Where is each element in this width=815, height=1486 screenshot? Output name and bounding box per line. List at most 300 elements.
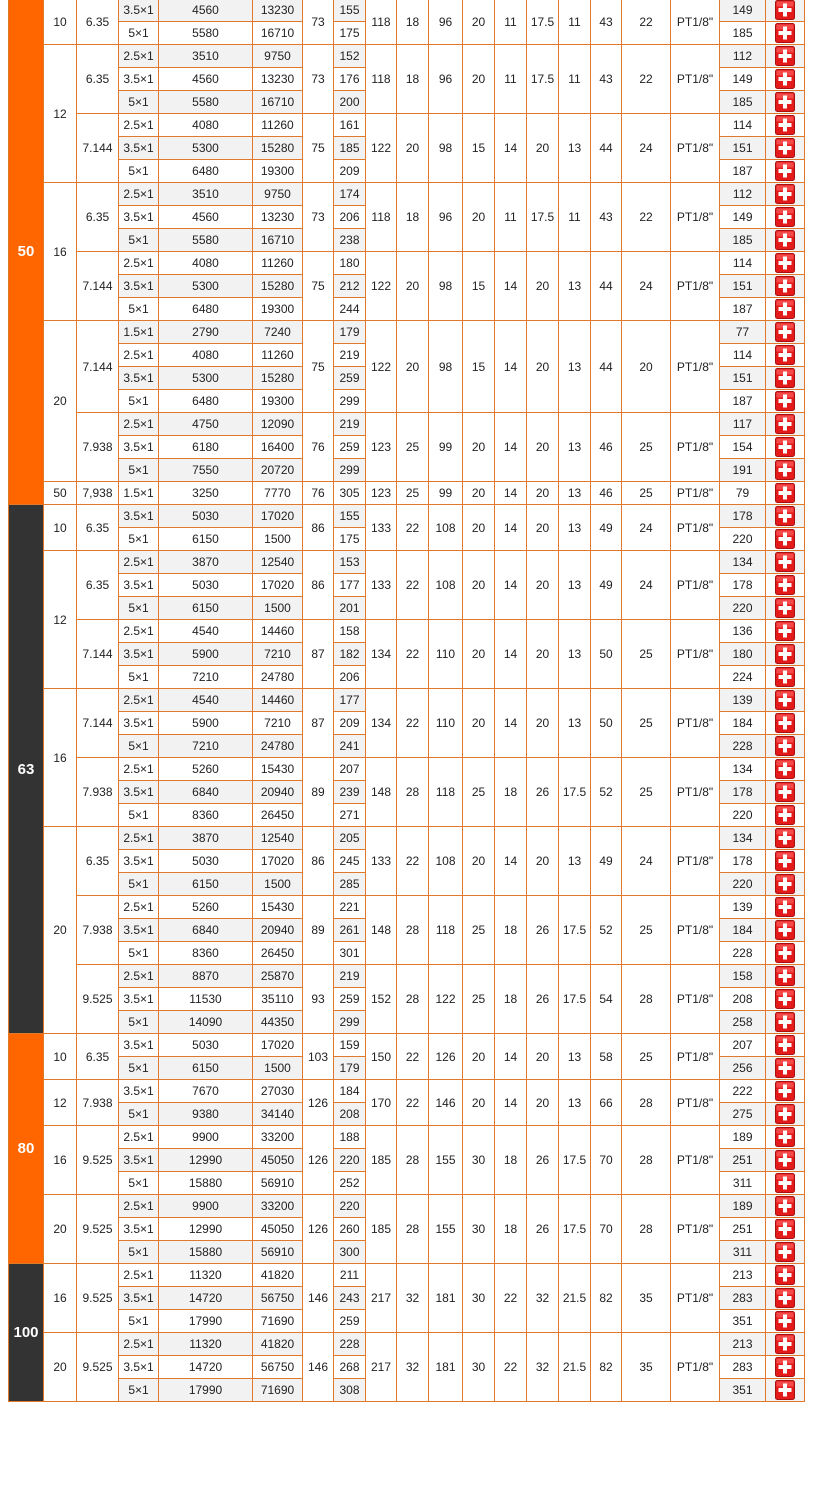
hole-dia-cell: 17.5 (559, 896, 591, 965)
length-l-cell: 50 (591, 620, 622, 689)
add-to-cart-cell (766, 781, 805, 804)
nut-length-cell: 176 (334, 68, 366, 91)
cart-add-icon[interactable] (775, 897, 795, 917)
nut-length-cell: 201 (334, 597, 366, 620)
static-load-cell: 41820 (253, 1333, 303, 1356)
circuits-cell: 2.5×1 (119, 896, 159, 919)
stiffness-cell: 149 (720, 0, 766, 22)
nut-length-cell: 219 (334, 344, 366, 367)
length-l-cell: 82 (591, 1333, 622, 1402)
circuits-cell: 2.5×1 (119, 551, 159, 574)
flange-width-cell: 108 (429, 827, 463, 896)
nut-length-cell: 221 (334, 896, 366, 919)
circuits-cell: 3.5×1 (119, 505, 159, 528)
cart-add-icon[interactable] (775, 23, 795, 43)
static-load-cell: 15430 (253, 758, 303, 781)
circuits-cell: 3.5×1 (119, 68, 159, 91)
stiffness-cell: 180 (720, 643, 766, 666)
static-load-cell: 11260 (253, 344, 303, 367)
offset-cell: 28 (622, 965, 671, 1034)
cart-add-icon[interactable] (775, 207, 795, 227)
flange-width-cell: 155 (429, 1126, 463, 1195)
stiffness-cell: 191 (720, 459, 766, 482)
static-load-cell: 20940 (253, 919, 303, 942)
length-l-cell: 52 (591, 896, 622, 965)
static-load-cell: 25870 (253, 965, 303, 988)
circuits-cell: 3.5×1 (119, 1287, 159, 1310)
cart-add-icon[interactable] (775, 598, 795, 618)
ball-dia-cell: 6.35 (77, 183, 119, 252)
cart-add-icon[interactable] (775, 1035, 795, 1055)
cart-add-icon[interactable] (775, 46, 795, 66)
stiffness-cell: 187 (720, 160, 766, 183)
length-l-cell: 49 (591, 505, 622, 551)
cart-add-icon[interactable] (775, 437, 795, 457)
width-c-cell: 20 (527, 827, 559, 896)
cart-add-icon[interactable] (775, 989, 795, 1009)
table-row (9, 45, 805, 68)
cart-add-icon[interactable] (775, 253, 795, 273)
add-to-cart-cell (766, 390, 805, 413)
width-c-cell: 26 (527, 1126, 559, 1195)
circuits-cell: 3.5×1 (119, 1080, 159, 1103)
bolt-circle-cell: 123 (366, 482, 397, 505)
cart-add-icon[interactable] (775, 713, 795, 733)
cart-add-icon[interactable] (775, 575, 795, 595)
static-load-cell: 12540 (253, 551, 303, 574)
cart-add-icon[interactable] (775, 115, 795, 135)
static-load-cell: 34140 (253, 1103, 303, 1126)
ball-dia-cell: 7.144 (77, 620, 119, 689)
stiffness-cell: 311 (720, 1172, 766, 1195)
static-load-cell: 16400 (253, 436, 303, 459)
circuits-cell: 3.5×1 (119, 0, 159, 22)
circuits-cell: 5×1 (119, 1011, 159, 1034)
cart-add-icon[interactable] (775, 345, 795, 365)
table-row (9, 620, 805, 643)
hole-dia-cell: 13 (559, 482, 591, 505)
static-load-cell: 20720 (253, 459, 303, 482)
cart-add-icon[interactable] (775, 621, 795, 641)
offset-cell: 35 (622, 1264, 671, 1333)
length-l-cell: 54 (591, 965, 622, 1034)
cart-add-icon[interactable] (775, 1265, 795, 1285)
length-l-cell: 70 (591, 1195, 622, 1264)
cart-add-icon[interactable] (775, 1150, 795, 1170)
cart-add-icon[interactable] (775, 667, 795, 687)
stiffness-cell: 220 (720, 804, 766, 827)
width-b-cell: 14 (495, 505, 527, 551)
add-to-cart-cell (766, 413, 805, 436)
width-c-cell: 20 (527, 551, 559, 620)
circuits-cell: 3.5×1 (119, 1356, 159, 1379)
dynamic-load-cell: 4080 (159, 252, 253, 275)
cart-add-icon[interactable] (775, 759, 795, 779)
cart-add-icon[interactable] (775, 1012, 795, 1032)
width-c-cell: 26 (527, 896, 559, 965)
ball-dia-cell: 9.525 (77, 1126, 119, 1195)
cart-add-icon[interactable] (775, 552, 795, 572)
static-load-cell: 15280 (253, 137, 303, 160)
stiffness-cell: 154 (720, 436, 766, 459)
cart-add-icon[interactable] (775, 690, 795, 710)
nut-length-cell: 208 (334, 1103, 366, 1126)
table-row (9, 413, 805, 436)
add-to-cart-cell (766, 482, 805, 505)
add-to-cart-cell (766, 919, 805, 942)
stiffness-cell: 220 (720, 597, 766, 620)
static-load-cell: 20940 (253, 781, 303, 804)
dynamic-load-cell: 2790 (159, 321, 253, 344)
static-load-cell: 11260 (253, 114, 303, 137)
static-load-cell: 12090 (253, 413, 303, 436)
width-c-cell: 20 (527, 505, 559, 551)
stiffness-cell: 283 (720, 1356, 766, 1379)
cart-add-icon[interactable] (775, 322, 795, 342)
add-to-cart-cell (766, 551, 805, 574)
cart-add-icon[interactable] (775, 943, 795, 963)
length-l-cell: 66 (591, 1080, 622, 1126)
stiffness-cell: 208 (720, 988, 766, 1011)
add-to-cart-cell (766, 643, 805, 666)
stiffness-cell: 114 (720, 114, 766, 137)
stiffness-cell: 114 (720, 344, 766, 367)
static-load-cell: 24780 (253, 666, 303, 689)
stiffness-cell: 189 (720, 1126, 766, 1149)
stiffness-cell: 351 (720, 1379, 766, 1402)
stiffness-cell: 178 (720, 850, 766, 873)
nut-length-cell: 245 (334, 850, 366, 873)
oil-hole-cell: PT1/8" (671, 620, 720, 689)
nut-length-cell: 238 (334, 229, 366, 252)
stiffness-cell: 149 (720, 206, 766, 229)
thickness-cell: 28 (397, 1126, 429, 1195)
flange-width-cell: 98 (429, 114, 463, 183)
dynamic-load-cell: 3510 (159, 45, 253, 68)
circuits-cell: 3.5×1 (119, 988, 159, 1011)
cart-add-icon[interactable] (775, 1081, 795, 1101)
nut-length-cell: 175 (334, 22, 366, 45)
add-to-cart-cell (766, 1080, 805, 1103)
table-row (9, 252, 805, 275)
cart-add-icon[interactable] (775, 805, 795, 825)
static-load-cell: 14460 (253, 620, 303, 643)
shaft-diameter-group: 80 (9, 1034, 44, 1264)
nut-dia-cell: 73 (303, 45, 334, 114)
cart-add-icon[interactable] (775, 1219, 795, 1239)
length-l-cell: 44 (591, 114, 622, 183)
width-c-cell: 20 (527, 413, 559, 482)
cart-add-icon[interactable] (775, 1288, 795, 1308)
cart-add-icon[interactable] (775, 69, 795, 89)
dynamic-load-cell: 7550 (159, 459, 253, 482)
add-to-cart-cell (766, 965, 805, 988)
hole-dia-cell: 13 (559, 252, 591, 321)
cart-add-icon[interactable] (775, 1311, 795, 1331)
ball-dia-cell: 7.938 (77, 413, 119, 482)
spec-table (8, 0, 805, 1402)
add-to-cart-cell (766, 459, 805, 482)
thickness-cell: 28 (397, 965, 429, 1034)
nut-length-cell: 182 (334, 643, 366, 666)
circuits-cell: 3.5×1 (119, 1149, 159, 1172)
dynamic-load-cell: 14720 (159, 1287, 253, 1310)
static-load-cell: 16710 (253, 91, 303, 114)
circuits-cell: 2.5×1 (119, 1195, 159, 1218)
cart-add-icon[interactable] (775, 299, 795, 319)
flange-width-cell: 118 (429, 758, 463, 827)
flange-width-cell: 126 (429, 1034, 463, 1080)
add-to-cart-cell (766, 68, 805, 91)
stiffness-cell: 151 (720, 275, 766, 298)
width-b-cell: 14 (495, 551, 527, 620)
cart-add-icon[interactable] (775, 460, 795, 480)
dynamic-load-cell: 8360 (159, 942, 253, 965)
circuits-cell: 3.5×1 (119, 781, 159, 804)
cart-add-icon[interactable] (775, 644, 795, 664)
cart-add-icon[interactable] (775, 483, 795, 503)
stiffness-cell: 189 (720, 1195, 766, 1218)
width-b-cell: 18 (495, 758, 527, 827)
cart-add-icon[interactable] (775, 1242, 795, 1262)
cart-add-icon[interactable] (775, 184, 795, 204)
static-load-cell: 71690 (253, 1310, 303, 1333)
nut-dia-cell: 126 (303, 1126, 334, 1195)
circuits-cell: 2.5×1 (119, 689, 159, 712)
cart-add-icon[interactable] (775, 506, 795, 526)
width-b-cell: 18 (495, 1126, 527, 1195)
flange-width-cell: 122 (429, 965, 463, 1034)
stiffness-cell: 251 (720, 1149, 766, 1172)
cart-add-icon[interactable] (775, 92, 795, 112)
cart-add-icon[interactable] (775, 1357, 795, 1377)
nut-length-cell: 301 (334, 942, 366, 965)
stiffness-cell: 134 (720, 551, 766, 574)
static-load-cell: 15430 (253, 896, 303, 919)
nut-length-cell: 200 (334, 91, 366, 114)
cart-add-icon[interactable] (775, 391, 795, 411)
static-load-cell: 7210 (253, 643, 303, 666)
dynamic-load-cell: 4540 (159, 689, 253, 712)
dynamic-load-cell: 6840 (159, 781, 253, 804)
stiffness-cell: 139 (720, 896, 766, 919)
cart-add-icon[interactable] (775, 529, 795, 549)
lead-cell: 20 (44, 321, 77, 482)
cart-add-icon[interactable] (775, 1196, 795, 1216)
width-a-cell: 20 (463, 45, 495, 114)
stiffness-cell: 151 (720, 137, 766, 160)
bolt-circle-cell: 133 (366, 827, 397, 896)
dynamic-load-cell: 5030 (159, 505, 253, 528)
add-to-cart-cell (766, 1149, 805, 1172)
table-row (9, 1126, 805, 1149)
length-l-cell: 70 (591, 1126, 622, 1195)
ball-dia-cell: 7.144 (77, 252, 119, 321)
circuits-cell: 1.5×1 (119, 321, 159, 344)
stiffness-cell: 311 (720, 1241, 766, 1264)
width-a-cell: 20 (463, 482, 495, 505)
dynamic-load-cell: 14090 (159, 1011, 253, 1034)
stiffness-cell: 184 (720, 712, 766, 735)
stiffness-cell: 213 (720, 1264, 766, 1287)
circuits-cell: 5×1 (119, 735, 159, 758)
dynamic-load-cell: 5580 (159, 229, 253, 252)
cart-add-icon[interactable] (775, 368, 795, 388)
oil-hole-cell: PT1/8" (671, 1264, 720, 1333)
bolt-circle-cell: 123 (366, 413, 397, 482)
static-load-cell: 26450 (253, 804, 303, 827)
static-load-cell: 9750 (253, 45, 303, 68)
bolt-circle-cell: 185 (366, 1126, 397, 1195)
width-c-cell: 26 (527, 1195, 559, 1264)
table-row (9, 896, 805, 919)
cart-add-icon[interactable] (775, 1334, 795, 1354)
cart-add-icon[interactable] (775, 1173, 795, 1193)
add-to-cart-cell (766, 942, 805, 965)
ball-dia-cell: 6.35 (77, 551, 119, 620)
table-row (9, 321, 805, 344)
nut-dia-cell: 93 (303, 965, 334, 1034)
width-c-cell: 17.5 (527, 45, 559, 114)
add-to-cart-cell (766, 505, 805, 528)
stiffness-cell: 224 (720, 666, 766, 689)
stiffness-cell: 220 (720, 528, 766, 551)
cart-add-icon[interactable] (775, 230, 795, 250)
width-a-cell: 30 (463, 1195, 495, 1264)
nut-length-cell: 209 (334, 160, 366, 183)
add-to-cart-cell (766, 229, 805, 252)
bolt-circle-cell: 217 (366, 1264, 397, 1333)
dynamic-load-cell: 5580 (159, 91, 253, 114)
offset-cell: 22 (622, 183, 671, 252)
hole-dia-cell: 13 (559, 413, 591, 482)
cart-add-icon[interactable] (775, 1127, 795, 1147)
dynamic-load-cell: 6480 (159, 298, 253, 321)
cart-add-icon[interactable] (775, 1104, 795, 1124)
thickness-cell: 20 (397, 114, 429, 183)
static-load-cell: 1500 (253, 873, 303, 896)
static-load-cell: 56910 (253, 1172, 303, 1195)
add-to-cart-cell (766, 206, 805, 229)
stiffness-cell: 178 (720, 574, 766, 597)
width-b-cell: 22 (495, 1264, 527, 1333)
static-load-cell: 56910 (253, 1241, 303, 1264)
table-row (9, 1034, 805, 1057)
nut-length-cell: 184 (334, 1080, 366, 1103)
circuits-cell: 2.5×1 (119, 827, 159, 850)
cart-add-icon[interactable] (775, 1058, 795, 1078)
ball-dia-cell: 9.525 (77, 965, 119, 1034)
dynamic-load-cell: 5900 (159, 643, 253, 666)
dynamic-load-cell: 7670 (159, 1080, 253, 1103)
thickness-cell: 18 (397, 0, 429, 45)
hole-dia-cell: 11 (559, 0, 591, 45)
width-a-cell: 25 (463, 896, 495, 965)
cart-add-icon[interactable] (775, 736, 795, 756)
nut-dia-cell: 86 (303, 505, 334, 551)
circuits-cell: 5×1 (119, 229, 159, 252)
circuits-cell: 2.5×1 (119, 344, 159, 367)
oil-hole-cell: PT1/8" (671, 689, 720, 758)
cart-add-icon[interactable] (775, 828, 795, 848)
cart-add-icon[interactable] (775, 276, 795, 296)
width-b-cell: 14 (495, 114, 527, 183)
length-l-cell: 43 (591, 0, 622, 45)
static-load-cell: 19300 (253, 298, 303, 321)
hole-dia-cell: 13 (559, 114, 591, 183)
length-l-cell: 43 (591, 45, 622, 114)
cart-add-icon[interactable] (775, 1380, 795, 1400)
dynamic-load-cell: 7210 (159, 666, 253, 689)
cart-add-icon[interactable] (775, 138, 795, 158)
width-c-cell: 20 (527, 1080, 559, 1126)
oil-hole-cell: PT1/8" (671, 1034, 720, 1080)
lead-cell: 10 (44, 0, 77, 45)
circuits-cell: 5×1 (119, 1172, 159, 1195)
nut-length-cell: 305 (334, 482, 366, 505)
add-to-cart-cell (766, 0, 805, 22)
nut-length-cell: 161 (334, 114, 366, 137)
cart-add-icon[interactable] (775, 851, 795, 871)
hole-dia-cell: 13 (559, 620, 591, 689)
dynamic-load-cell: 4560 (159, 68, 253, 91)
dynamic-load-cell: 6840 (159, 919, 253, 942)
thickness-cell: 22 (397, 827, 429, 896)
cart-add-icon[interactable] (775, 0, 795, 20)
circuits-cell: 5×1 (119, 666, 159, 689)
stiffness-cell: 207 (720, 1034, 766, 1057)
oil-hole-cell: PT1/8" (671, 1080, 720, 1126)
add-to-cart-cell (766, 1011, 805, 1034)
stiffness-cell: 136 (720, 620, 766, 643)
add-to-cart-cell (766, 1103, 805, 1126)
static-load-cell: 17020 (253, 505, 303, 528)
nut-length-cell: 220 (334, 1195, 366, 1218)
dynamic-load-cell: 4750 (159, 413, 253, 436)
table-row (9, 689, 805, 712)
stiffness-cell: 185 (720, 91, 766, 114)
nut-length-cell: 212 (334, 275, 366, 298)
cart-add-icon[interactable] (775, 920, 795, 940)
width-b-cell: 14 (495, 413, 527, 482)
length-l-cell: 46 (591, 413, 622, 482)
stiffness-cell: 213 (720, 1333, 766, 1356)
length-l-cell: 58 (591, 1034, 622, 1080)
thickness-cell: 18 (397, 45, 429, 114)
cart-add-icon[interactable] (775, 782, 795, 802)
offset-cell: 25 (622, 689, 671, 758)
circuits-cell: 2.5×1 (119, 965, 159, 988)
nut-length-cell: 241 (334, 735, 366, 758)
add-to-cart-cell (766, 712, 805, 735)
nut-dia-cell: 86 (303, 551, 334, 620)
bolt-circle-cell: 150 (366, 1034, 397, 1080)
cart-add-icon[interactable] (775, 161, 795, 181)
cart-add-icon[interactable] (775, 414, 795, 434)
circuits-cell: 5×1 (119, 390, 159, 413)
flange-width-cell: 181 (429, 1333, 463, 1402)
nut-dia-cell: 76 (303, 413, 334, 482)
cart-add-icon[interactable] (775, 966, 795, 986)
cart-add-icon[interactable] (775, 874, 795, 894)
add-to-cart-cell (766, 1172, 805, 1195)
hole-dia-cell: 17.5 (559, 965, 591, 1034)
add-to-cart-cell (766, 873, 805, 896)
stiffness-cell: 114 (720, 252, 766, 275)
add-to-cart-cell (766, 298, 805, 321)
stiffness-cell: 251 (720, 1218, 766, 1241)
hole-dia-cell: 11 (559, 45, 591, 114)
